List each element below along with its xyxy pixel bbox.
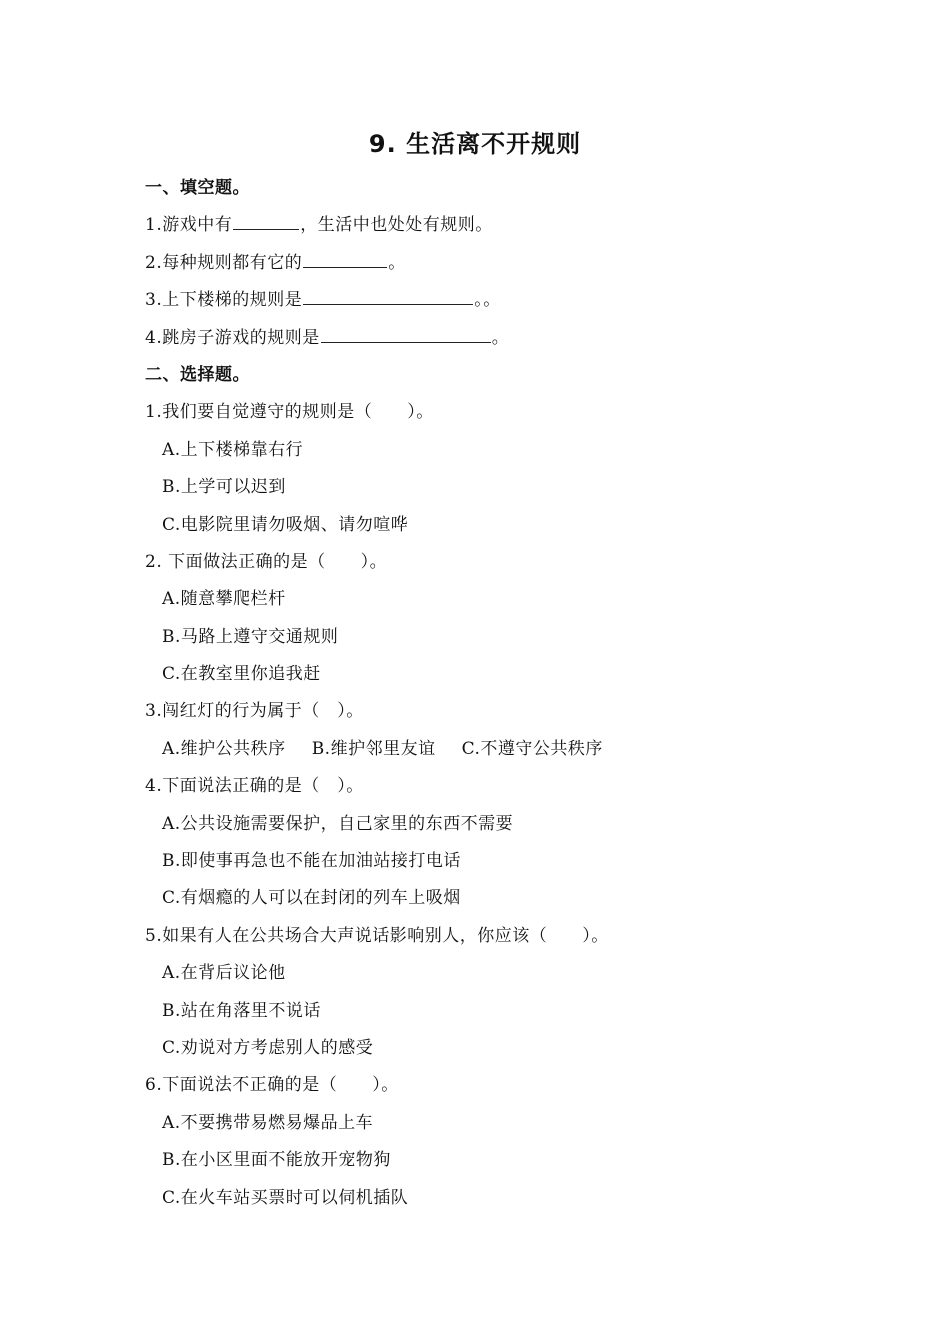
fill-q1-suffix: ，生活中也处处有规则。	[300, 215, 493, 236]
choice-q2-stem: 2. 下面做法正确的是（ ）。	[145, 551, 388, 572]
fill-q2-text: 2.每种规则都有它的	[145, 252, 303, 273]
section-heading-choice: 二、选择题。	[145, 364, 250, 385]
choice-q3-option-a: A.维护公共秩序	[162, 738, 286, 759]
fill-question-4	[145, 320, 845, 357]
choice-q2-option-b: B.马路上遵守交通规则	[162, 626, 339, 647]
choice-q1-stem: 1.我们要自觉遵守的规则是（ ）。	[145, 402, 434, 423]
fill-q3-suffix: 。。	[474, 290, 501, 311]
fill-q1-text: 1.游戏中有	[145, 215, 233, 236]
fill-q4-blank[interactable]	[321, 322, 491, 343]
fill-q2-blank[interactable]	[303, 247, 387, 268]
choice-q4-stem: 4.下面说法正确的是（ ）。	[145, 776, 364, 797]
choice-q3-option-b: B.维护邻里友谊	[311, 738, 436, 759]
choice-q3-options	[145, 731, 845, 768]
choice-q6-stem: 6.下面说法不正确的是（ ）。	[145, 1075, 399, 1096]
choice-q1-option-c: C.电影院里请勿吸烟、请勿喧哗	[162, 514, 409, 535]
section-heading-fill: 一、填空题。	[145, 178, 250, 198]
choice-q5-option-c: C.劝说对方考虑别人的感受	[162, 1037, 374, 1058]
choice-q4-option-b: B.即使事再急也不能在加油站接打电话	[162, 851, 461, 872]
fill-question-2	[145, 245, 845, 282]
fill-q3-text: 3.上下楼梯的规则是	[145, 290, 303, 311]
choice-q3-stem: 3.闯红灯的行为属于（ ）。	[145, 701, 364, 722]
choice-q3-option-c: C.不遵守公共秩序	[461, 738, 603, 759]
choice-q2-option-a: A.随意攀爬栏杆	[162, 589, 286, 610]
fill-question-3	[145, 282, 845, 319]
fill-q2-suffix: 。	[388, 252, 406, 273]
choice-q1-option-b: B.上学可以迟到	[162, 477, 286, 498]
choice-q5-option-a: A.在背后议论他	[162, 963, 286, 984]
choice-q2-option-c: C.在教室里你追我赶	[162, 664, 321, 685]
fill-q4-text: 4.跳房子游戏的规则是	[145, 327, 320, 348]
fill-q3-blank[interactable]	[303, 284, 473, 305]
fill-q1-blank[interactable]	[233, 209, 299, 230]
page-title: 9. 生活离不开规则	[368, 130, 582, 158]
choice-q4-option-c: C.有烟瘾的人可以在封闭的列车上吸烟	[162, 888, 461, 909]
choice-q5-stem: 5.如果有人在公共场合大声说话影响别人，你应该（ ）。	[145, 925, 609, 946]
fill-q4-suffix: 。	[491, 327, 510, 348]
worksheet-content	[145, 170, 845, 1217]
choice-q4-option-a: A.公共设施需要保护，自己家里的东西不需要	[162, 813, 514, 834]
choice-q5-option-b: B.站在角落里不说话	[162, 1000, 321, 1021]
choice-q1-option-a: A.上下楼梯靠右行	[162, 439, 304, 460]
choice-q6-option-a: A.不要携带易燃易爆品上车	[162, 1112, 374, 1133]
fill-question-1	[145, 207, 845, 244]
choice-q6-option-c: C.在火车站买票时可以伺机插队	[162, 1187, 409, 1208]
choice-q6-option-b: B.在小区里面不能放开宠物狗	[162, 1150, 391, 1171]
